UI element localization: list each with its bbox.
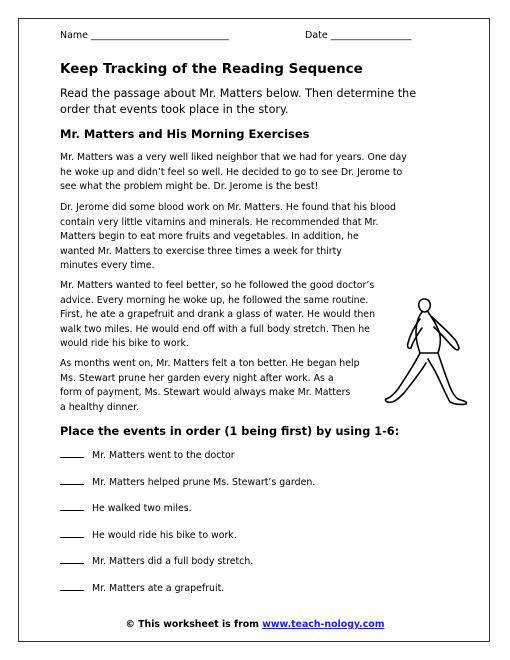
paragraph-line: First, he ate a grapefruit and drank a glass of water. He would then [60,309,376,321]
answer-blank[interactable] [60,475,84,485]
answer-blank[interactable] [60,501,84,511]
footer-credit [0,619,510,630]
answer-blank[interactable] [60,581,84,591]
paragraph-line: advice. Every morning he woke up, he followed the same routine. [60,294,369,306]
worksheet-title: Keep Tracking of the Reading Sequence [60,61,363,77]
paragraph-line: minutes every time. [60,260,155,272]
story-paragraph-2 [60,201,396,274]
date-field[interactable]: Date _________________ [305,30,412,41]
paragraph-line: contain very little vitamins and minerals. He recommended that Mr. [60,216,379,228]
event-text: Mr. Matters ate a grapefruit. [92,582,225,594]
paragraph-line: wanted Mr. Matters to exercise three times a week for thirty [60,245,342,257]
answer-blank[interactable] [60,528,84,538]
walking-man-illustration [380,295,472,407]
answer-blank[interactable] [60,554,84,564]
story-paragraph-3 [60,279,375,352]
event-item [60,528,315,555]
event-text: Mr. Matters did a full body stretch. [92,556,254,567]
paragraph-line: Mr. Matters was a very well liked neighbor that we had for years. One day [60,152,407,163]
instructions-line: Read the passage about Mr. Matters below. Then determine the [60,87,417,100]
paragraph-line: As months went on, Mr. Matters felt a ton better. He began help [60,358,360,369]
event-item [60,554,315,581]
event-text: Mr. Matters helped prune Ms. Stewart’s garden. [92,476,316,488]
paragraph-line: Dr. Jerome did some blood work on Mr. Matters. He found that his blood [60,202,396,213]
instructions-line: order that events took place in the story. [60,103,289,116]
paragraph-line: Mr. Matters wanted to feel better, so he followed the good doctor’s [60,280,375,291]
paragraph-line: see what the problem might be. Dr. Jerome is the best! [60,181,319,193]
story-paragraph-1 [60,151,407,195]
answer-blank[interactable] [60,448,84,458]
name-field[interactable]: Name _____________________________ [60,30,229,41]
events-instructions: Place the events in order (1 being first) by using 1-6: [60,425,400,438]
paragraph-line: would ride his bike to work. [60,338,189,350]
event-text: He walked two miles. [92,503,192,514]
instructions [60,86,450,118]
events-list [60,448,315,607]
footer-link[interactable]: www.teach-nology.com [262,619,385,630]
paragraph-line: he woke up and didn’t feel so well. He decided to go to see Dr. Jerome to [60,166,403,178]
paragraph-line: a healthy dinner. [60,401,140,413]
paragraph-line: Matters begin to eat more fruits and vegetables. In addition, he [60,231,359,243]
event-text: Mr. Matters went to the doctor [92,450,235,461]
paragraph-line: form of payment, Ms. Stewart would always make Mr. Matters [60,387,351,399]
paragraph-line: walk two miles. He would end off with a full body stretch. Then he [60,323,370,335]
story-paragraph-4 [60,357,360,415]
footer-prefix: © This worksheet is from [125,619,263,630]
story-title: Mr. Matters and His Morning Exercises [60,127,310,141]
event-item [60,475,315,502]
paragraph-line: Ms. Stewart prune her garden every night after work. As a [60,372,334,384]
event-item [60,448,315,475]
event-item [60,501,315,528]
event-item [60,581,315,608]
event-text: He would ride his bike to work. [92,529,237,541]
